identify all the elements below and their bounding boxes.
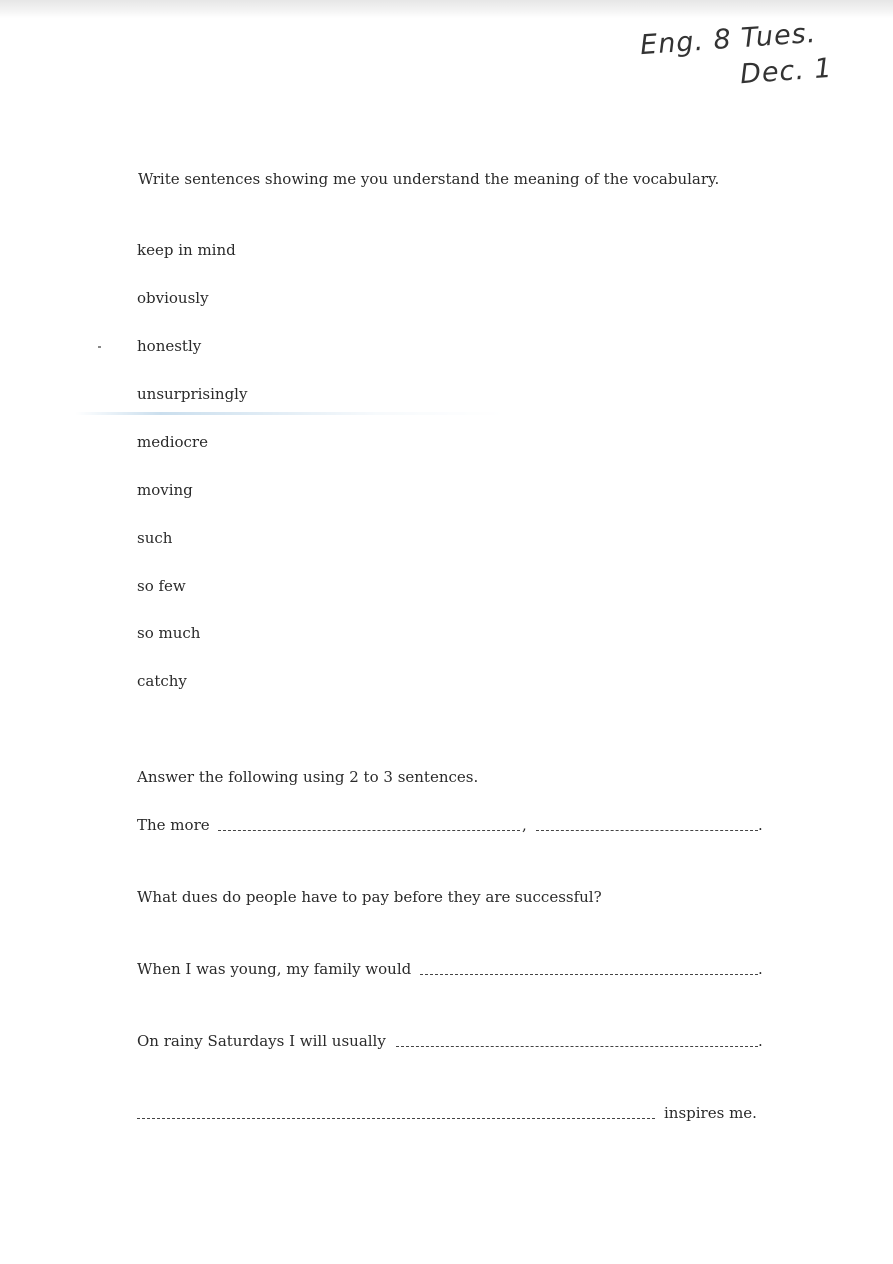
period-mark: . (758, 1032, 763, 1050)
period-mark: . (758, 816, 763, 834)
answer-blank-3[interactable] (420, 974, 758, 975)
vocab-item: moving (137, 481, 193, 499)
vocab-item: mediocre (137, 433, 208, 451)
question-inspires-me: inspires me. (664, 1104, 757, 1122)
vocab-item: unsurprisingly (137, 385, 248, 403)
comma-separator: , (522, 816, 527, 834)
answer-blank-1a[interactable] (218, 830, 520, 831)
answer-blank-1b[interactable] (536, 830, 758, 831)
vocab-item: catchy (137, 672, 187, 690)
handwritten-class-label: Eng. 8 Tues. (639, 17, 818, 62)
vocab-item: so much (137, 624, 201, 642)
answer-instructions: Answer the following using 2 to 3 sentences. (137, 768, 479, 786)
scan-top-edge (0, 0, 893, 18)
question-the-more: The more (137, 816, 210, 834)
period-mark: . (758, 960, 763, 978)
answer-blank-4[interactable] (396, 1046, 758, 1047)
vocab-item: honestly (137, 337, 202, 355)
vocab-item: so few (137, 577, 186, 595)
handwritten-date: Dec. 1 (739, 52, 834, 91)
vocab-item: obviously (137, 289, 209, 307)
question-dues: What dues do people have to pay before they are successful? (137, 888, 602, 906)
vocab-item: keep in mind (137, 241, 236, 259)
scan-speck (98, 346, 101, 348)
vocab-instructions: Write sentences showing me you understand the meaning of the vocabulary. (138, 170, 720, 188)
vocab-item: such (137, 529, 173, 547)
scan-artifact (75, 412, 505, 415)
question-rainy-saturdays: On rainy Saturdays I will usually (137, 1032, 386, 1050)
answer-blank-5[interactable] (137, 1118, 655, 1119)
question-when-young: When I was young, my family would (137, 960, 412, 978)
